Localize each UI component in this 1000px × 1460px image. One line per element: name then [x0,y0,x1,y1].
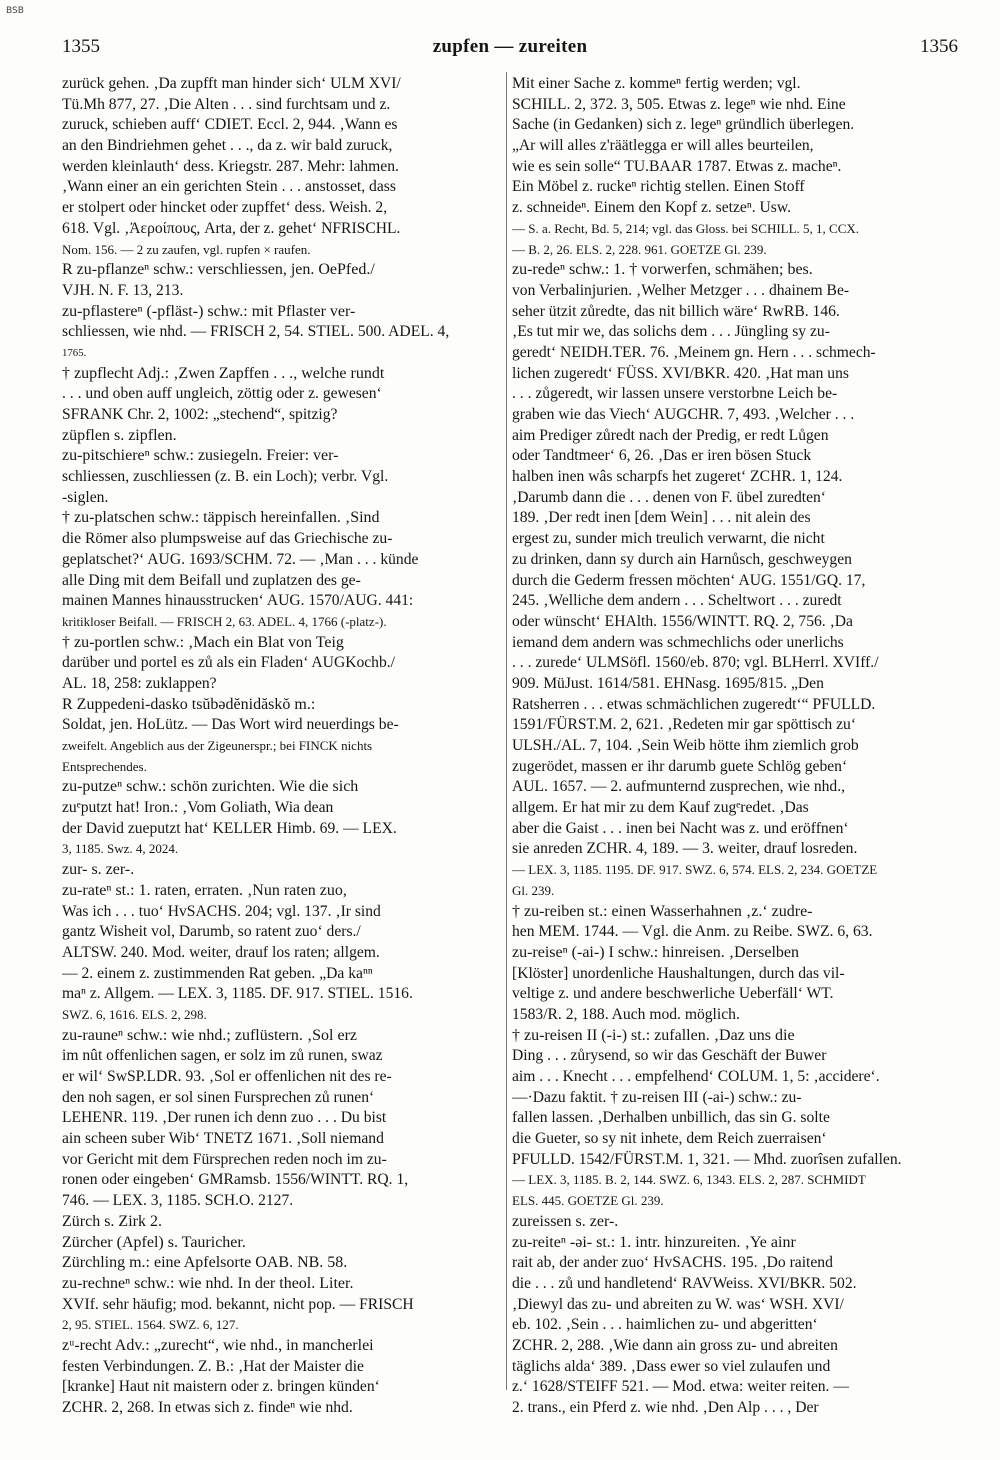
running-title: zupfen — zureiten [432,36,588,57]
text-line: Ding . . . zůrysend, so wir das Geschäft der Buwer [512,1047,827,1065]
text-line: veltige z. und andere beschwerliche Ueberfäll‘ WT. [512,985,834,1003]
text-line: zu-rauneⁿ schw.: wie nhd.; zuflüstern. ‚Sol erz [62,1026,358,1044]
text-line: XVIf. sehr häufig; mod. bekannt, nicht pop. — FRISCH [62,1295,414,1313]
text-line: zu-pitschiereⁿ schw.: zusiegeln. Freier: ver- [62,447,339,465]
text-line: lichen zugeredt‘ FÜSS. XVI/BKR. 420. ‚Hat man uns [512,364,849,382]
left-column [62,74,508,1419]
text-line: 618. Vgl. ‚Ἀεροίπους, Arta, der z. gehet‘ NFRISCHL. [62,219,401,237]
text-line: aber die Gaist . . . inen bei Nacht was z. und eröffnen‘ [512,819,849,837]
text-line: zugerödet, massen er ihr darumb guete Schlög geben‘ [512,757,848,775]
text-line: Zürchling m.: eine Apfelsorte OAB. NB. 58. [62,1254,348,1272]
text-line: Was ich . . . tuo‘ HvSACHS. 204; vgl. 137. ‚Ir sind [62,902,381,920]
text-line: er stolpert oder hincket oder zupffet‘ dess. Weish. 2, [62,199,388,217]
text-line: oder Tandtmeer‘ 6, 26. ‚Das er iren bösen Stuck [512,447,812,465]
text-line: [kranke] Haut nit maistern oder z. bringen künden‘ [62,1378,380,1396]
text-line: ULSH./AL. 7, 104. ‚Sein Weib hötte ihm ziemlich grob [512,737,859,754]
text-line: zu-rateⁿ st.: 1. raten, erraten. ‚Nun raten zuo, [62,881,347,899]
right-column [512,74,958,1419]
text-line: — B. 2, 26. ELS. 2, 228. 961. GOETZE Gl. 239. [512,241,767,257]
text-line: zu drinken, dann sy durch ain Harnůsch, geschweygen [512,550,852,568]
text-line: an den Bindriehmen gehet . . ., da z. wir bald zuruck, [62,137,393,155]
text-line: Zürcher (Apfel) s. Tauricher. [62,1233,246,1251]
text-line: aim Prediger zůredt nach der Predig, er redt Lůgen [512,426,829,444]
text-line: 3, 1185. Swz. 4, 2024. [62,841,179,857]
text-line: ALTSW. 240. Mod. weiter, drauf los raten; allgem. [62,943,380,961]
text-line: — S. a. Recht, Bd. 5, 214; vgl. das Gloss. bei SCHILL. 5, 1, CCX. [512,220,860,236]
text-line: allgem. Er hat mir zu dem Kauf zugᵉredet. ‚Das [512,799,809,817]
text-line: ain scheen suber Wib‘ TNETZ 1671. ‚Soll niemand [62,1130,384,1148]
text-line: ‚Wann einer an ein gerichten Stein . . . anstosset, dass [62,178,396,196]
text-line: geplatschet?‘ AUG. 1693/SCHM. 72. — ‚Man . . . künde [62,550,419,568]
text-line: VJH. N. F. 13, 213. [62,281,184,299]
text-line: 746. — LEX. 3, 1185. SCH.O. 2127. [62,1192,294,1210]
text-line: „Ar will alles z'räätlegga er will alles beurteilen, [512,137,814,155]
text-line: zu-redeⁿ schw.: 1. † vorwerfen, schmähen; bes. [512,261,813,279]
text-line: graben wie das Viech‘ AUGCHR. 7, 493. ‚Welcher . . . [512,406,855,423]
text-line: Entsprechendes. [62,758,147,774]
text-line: ‚Diewyl das zu- und abreiten zu W. was‘ WSH. XVI/ [512,1295,844,1313]
text-line: — LEX. 3, 1185. 1195. DF. 917. SWZ. 6, 574. ELS. 2, 234. GOETZE [512,862,878,878]
text-line: zureissen s. zer-. [512,1212,619,1230]
text-line: festen Verbindungen. Z. B.: ‚Hat der Maister die [62,1357,364,1375]
text-line: die . . . zů und handletend‘ RAVWeiss. XVI/BKR. 502. [512,1274,857,1292]
text-line: seher ützit zůredte, das nit billich wäre‘ RwRB. 146. [512,302,840,320]
text-line: durch die Gederm fressen möchten‘ AUG. 1551/GQ. 17, [512,571,866,589]
text-line: 245. ‚Welliche dem andern . . . Scheltwort . . . zuredt [512,592,842,610]
text-line: zᵘ-recht Adv.: „zurecht“, wie nhd., in mancherlei [62,1336,374,1354]
text-line: werden kleinlauth‘ dess. Kriegstr. 287. Mehr: lahmen. [62,157,399,175]
text-line: Ratsherren . . . etwas schmächlichen zugeredt‘“ PFULLD. [512,695,876,713]
text-line: aim . . . Knecht . . . empfelhend‘ COLUM. 1, 5: ‚accidere‘. [512,1068,880,1085]
library-stamp: BSB [6,6,24,16]
text-line: † zu-platschen schw.: täppisch hereinfallen. ‚Sind [62,509,380,527]
text-line: Nom. 156. — 2 zu zaufen, vgl. rupfen × raufen. [62,241,311,257]
text-line: Mit einer Sache z. kommeⁿ fertig werden; vgl. [512,75,801,92]
text-line: zuᵉputzt hat! Iron.: ‚Vom Goliath, Wia dean [62,799,334,817]
text-line: Tü.Mh 877, 27. ‚Die Alten . . . sind furchtsam und z. [62,95,391,113]
text-line: AUL. 1657. — 2. aufmunternd zusprechen, wie nhd., [512,778,846,796]
text-line: mainen Mannes hinausstrucken‘ AUG. 1570/AUG. 441: [62,592,414,610]
text-line: die Gueter, so sy nit inhete, dem Reich zuerraisen‘ [512,1130,827,1148]
page-header [62,36,958,66]
text-line: zu-rechneⁿ schw.: wie nhd. In der theol. Liter. [62,1274,354,1292]
text-line: täglichs alda‘ 389. ‚Dass ewer so viel zulaufen und [512,1357,831,1375]
text-line: züpflen s. zipflen. [62,426,177,444]
text-line: zweifelt. Angeblich aus der Zigeunerspr.; bei FINCK nichts [62,738,373,753]
text-line: ZCHR. 2, 268. In etwas sich z. findeⁿ wie nhd. [62,1399,353,1416]
text-line: zurück gehen. ‚Da zupfft man hinder sich‘ ULM XVI/ [62,75,401,92]
text-line: † zu-reiben st.: einen Wasserhahnen ‚z.‘ zudre- [512,902,813,920]
text-line: ELS. 445. GOETZE Gl. 239. [512,1193,664,1209]
text-line: oder wünscht‘ EHAlth. 1556/WINTT. RQ. 2, 756. ‚Da [512,612,853,630]
text-line: 1765. [62,346,87,359]
text-line: zu-reiteⁿ -əi- st.: 1. intr. hinzureiten. ‚Ye ainr [512,1233,796,1251]
text-line: rait ab, der ander zuo‘ HvSACHS. 195. ‚Do raitend [512,1254,833,1272]
text-line: iemand dem andern was schmechlichs oder unerlichs [512,633,844,651]
text-line: gantz Wisheit vol, Darumb, so ratent zuo‘ ders./ [62,923,361,941]
text-line: der David zueputzt hat‘ KELLER Himb. 69. — LEX. [62,819,397,837]
text-line: PFULLD. 1542/FÜRST.M. 1, 321. — Mhd. zuorîsen zufallen. [512,1150,902,1168]
text-line: 909. MüJust. 1614/581. EHNasg. 1695/815. „Den [512,674,824,692]
text-line: SWZ. 6, 1616. ELS. 2, 298. [62,1006,207,1022]
text-line: den noh sagen, er sol sinen Fursprechen zů runen‘ [62,1088,375,1106]
text-line: ergest zu, sunder mich treulich verwarnt, die nicht [512,530,825,548]
text-line: er wil‘ SwSP.LDR. 93. ‚Sol er offenlichen nit des re- [62,1068,392,1085]
text-line: . . . und oben auff ungleich, zöttig oder z. gewesen‘ [62,385,382,403]
text-line: zu-pflastereⁿ (-pfläst-) schw.: mit Pflaster ver- [62,302,356,320]
text-line: R zu-pflanzeⁿ schw.: verschliessen, jen. OePfed./ [62,261,375,279]
text-line: R Zuppedeni-dasko tsŭbədĕnidăskŏ m.: [62,695,316,713]
text-line: † zupflecht Adj.: ‚Zwen Zapffen . . ., welche rundt [62,364,385,382]
text-line: die Römer also plumpsweise auf das Griechische zu- [62,530,393,548]
text-line: [Klöster] unordenliche Haushaltungen, durch das vil- [512,964,845,982]
text-line: maⁿ z. Allgem. — LEX. 3, 1185. DF. 917. STIEL. 1516. [62,985,413,1003]
text-line: Gl. 239. [512,882,555,898]
text-line: . . . zůgeredt, wir lassen unsere verstorbne Leich be- [512,385,838,403]
text-line: 2, 95. STIEL. 1564. SWZ. 6, 127. [62,1317,239,1333]
text-line: im nût offenlichen sagen, er solz im zů runen, swaz [62,1047,383,1065]
text-line: SFRANK Chr. 2, 1002: „stechend“, spitzig? [62,406,338,423]
column-divider [506,72,507,1390]
text-line: Ein Möbel z. ruckeⁿ richtig stellen. Einen Stoff [512,178,805,196]
text-line: zur- s. zer-. [62,861,135,879]
text-line: schliessen, wie nhd. — FRISCH 2, 54. STIEL. 500. ADEL. 4, [62,323,450,341]
text-line: fallen lassen. ‚Derhalben unbillich, das sin G. solte [512,1109,830,1127]
text-line: AL. 18, 258: zuklappen? [62,674,217,692]
text-line: Sache (in Gedanken) sich z. legeⁿ gründlich überlegen. [512,116,855,134]
text-line: kritikloser Beifall. — FRISCH 2, 63. ADEL. 4, 1766 (-platz-). [62,613,387,629]
text-line: — 2. einem z. zustimmenden Rat geben. „Da kaⁿⁿ [62,964,373,982]
text-line: von Verbalinjurien. ‚Welher Metzger . . . dhainem Be- [512,281,850,299]
text-line: SCHILL. 2, 372. 3, 505. Etwas z. legeⁿ wie nhd. Eine [512,95,846,113]
text-line: z. schneideⁿ. Einem den Kopf z. setzeⁿ. Usw. [512,199,792,217]
text-line: Zürch s. Zirk 2. [62,1212,162,1230]
text-line: —·Dazu faktit. † zu-reisen III (-ai-) schw.: zu- [512,1088,802,1106]
text-line: 189. ‚Der redt inen [dem Wein] . . . nit alein des [512,509,811,527]
text-line: -siglen. [62,488,109,506]
text-line: darüber und portel es zů als ein Fladen‘ AUGKochb./ [62,654,396,672]
text-line: z.‘ 1628/STEIFF 521. — Mod. etwa: weiter reiten. — [512,1378,849,1396]
text-line: † zu-portlen schw.: ‚Mach ein Blat von Teig [62,633,344,651]
page-number-right: 1356 [920,36,958,57]
text-line: zuruck, schieben auff‘ CDIET. Eccl. 2, 944. ‚Wann es [62,116,398,134]
text-line: . . . zurede‘ ULMSöfl. 1560/eb. 870; vgl. BLHerrl. XVIff./ [512,654,879,672]
page-number-left: 1355 [62,36,100,57]
text-line: sie anreden ZCHR. 4, 189. — 3. weiter, drauf losreden. [512,840,858,858]
text-line: schliessen, zuschliessen (z. B. ein Loch); verbr. Vgl. [62,468,389,486]
text-line: 1583/R. 2, 188. Auch mod. möglich. [512,1005,740,1023]
text-line: halben inen wâs scharpfs het zugeret‘ ZCHR. 1, 124. [512,468,843,486]
text-line: — LEX. 3, 1185. B. 2, 144. SWZ. 6, 1343. ELS. 2, 287. SCHMIDT [512,1172,866,1188]
text-line: † zu-reisen II (-i-) st.: zufallen. ‚Daz uns die [512,1026,795,1044]
text-line: hen MEM. 1744. — Vgl. die Anm. zu Reibe. SWZ. 6, 63. [512,923,873,941]
text-line: ronen oder eingeben‘ GMRamsb. 1556/WINTT. RQ. 1, [62,1171,409,1189]
text-line: vor Gericht mit dem Fürsprechen reden noch im zu- [62,1150,387,1168]
text-line: geredt‘ NEIDH.TER. 76. ‚Meinem gn. Hern . . . schmech- [512,343,876,361]
text-line: ZCHR. 2, 288. ‚Wie dann ain gross zu- und abreiten [512,1336,838,1354]
text-line: wie es sein solle“ TU.BAAR 1787. Etwas z. macheⁿ. [512,157,842,175]
text-line: 2. trans., ein Pferd z. wie nhd. ‚Den Alp . . . , Der [512,1399,819,1416]
text-line: Soldat, jen. HoLütz. — Das Wort wird neuerdings be- [62,716,399,734]
text-line: ‚Darumb dann die . . . denen von F. übel zuredten‘ [512,488,826,506]
text-line: LEHENR. 119. ‚Der runen ich denn zuo . . . Du bist [62,1109,387,1127]
text-line: alle Ding mit dem Beifall und zuplatzen des ge- [62,571,361,589]
text-line: eb. 102. ‚Sein . . . haimlichen zu- und abgeritten‘ [512,1316,818,1334]
text-line: zu-putzeⁿ schw.: schön zurichten. Wie die sich [62,778,359,796]
text-line: 1591/FÜRST.M. 2, 621. ‚Redeten mir gar spöttisch zu‘ [512,716,857,734]
text-line: ‚Es tut mir we, das solichs dem . . . Jüngling sy zu- [512,323,830,341]
text-line: zu-reiseⁿ (-ai-) I schw.: hinreisen. ‚Derselben [512,943,799,961]
